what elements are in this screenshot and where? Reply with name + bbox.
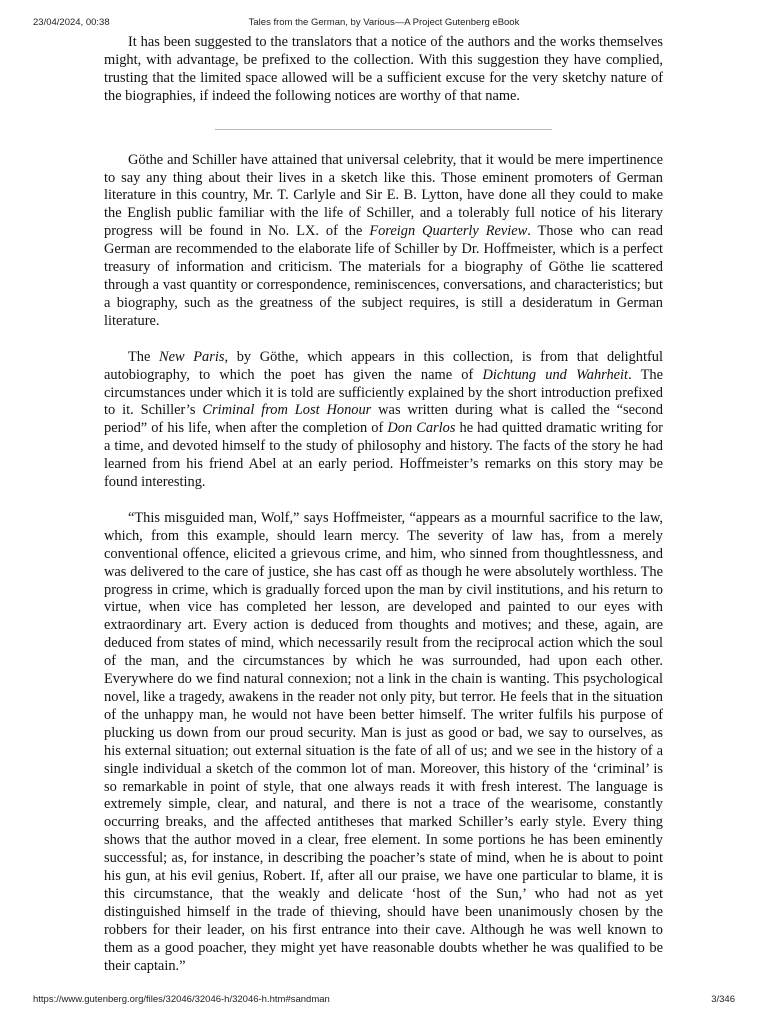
- print-header: [0, 17, 768, 31]
- intro-paragraph: It has been suggested to the translators that a notice of the authors and the works themselves might, with advantage, be prefixed to the collection. With this suggestion they have complied, trusting that the limited space allowed will be a sufficient excuse for the very sketchy nature of the biographies, if indeed the following notices are worthy of that name.: [104, 34, 663, 104]
- page-number: 3/346: [711, 994, 735, 1005]
- text-run: The: [128, 348, 160, 365]
- work-title: New Paris: [159, 348, 225, 365]
- print-datetime: 23/04/2024, 00:38: [33, 17, 110, 28]
- document-title: Tales from the German, by Various—A Project Gutenberg eBook: [248, 17, 520, 28]
- text-run: . Those who can read German are recommended to the elaborate life of Schiller by Dr. Hoffmeister, which is a perfect treasury of information and criticism. The materials for a biography of Göthe lie scattered through a vast quantity or correspondence, reminiscences, conversations, and characteristics; but a biography, such as the greatness of the subject requires, is still a desideratum in German literature.: [104, 223, 663, 329]
- periodical-title: Foreign Quarterly Review: [369, 223, 528, 240]
- paragraph-hoffmeister-quote: “This misguided man, Wolf,” says Hoffmeister, “appears as a mournful sacrifice to the law, which, from this example, should learn mercy. The severity of law has, from a merely conventional offence, elicited a grievous crime, and him, who sinned from thoughtlessness, and was delivered to the care of justice, she has cast off as though he were absolutely worthless. The progress in crime, which is gradually forced upon the man by civil institutions, and his return to virtue, when vice has completed her lesson, are developed and painted to our eyes with extraordinary art. Every action is deduced from thoughts and motives; and these, again, are deduced from states of mind, which necessarily result from the reciprocal action which the soul of the man, and the circumstances by which he was surrounded, had upon each other. Everywhere do we find natural connexion; not a link in the chain is wanting. This psychological novel, like a tragedy, awakens in the reader not only pity, but terror. He feels that in the situation of the unhappy man, he would not have been better himself. The writer fulfils his purpose of plucking us down from our proud security. Man is just as good or bad, we say to ourselves, as his external situation; out external situation is the fate of all of us; and we see in the history of a single individual a sketch of the common lot of man. Moreover, this history of the ‘criminal’ is so remarkable in point of style, that one always reads it with fresh interest. The language is extremely simple, clear, and natural, and there is not a trace of the wearisome, constantly occurring breaks, and the affected antitheses that marked Schiller’s early style. Every thing shows that the author moved in a clear, free element. In some portions he has been eminently successful; as, for instance, in describing the poacher’s state of mind, when he is about to point his gun, at his evil genius, Robert. If, after all our praise, we have one particular to blame, it is this circumstance, that the weakly and delicate ‘host of the Sun,’ who had not as yet distinguished himself in the trade of thieving, should have been unanimously chosen by the robbers for their leader, on his first entrance into their cave. Although he was well known to them as a good poacher, they might yet have reasonable doubts whether he was qualified to be their captain.”: [104, 509, 663, 974]
- work-title: Dichtung und Wahrheit: [482, 366, 629, 383]
- paragraph-new-paris: [104, 349, 663, 492]
- text-run: he had quitted dramatic writing for a time, and devoted himself to the study of philosophy and history. The facts of the story he had learned from his friend Abel at an early period. Hoffmeister’s remarks on this story may be found interesting.: [104, 420, 663, 491]
- section-divider: [215, 129, 552, 130]
- text-run: was written during what is called the “second period” of his life, when after the completion of: [104, 402, 663, 437]
- work-title: Don Carlos: [387, 420, 456, 437]
- text-run: , by Göthe, which appears in this collection, is from that delightful autobiography, to which the poet has given the name of: [104, 348, 663, 383]
- paragraph-goethe-schiller: [104, 152, 663, 331]
- page-url: https://www.gutenberg.org/files/32046/32046-h/32046-h.htm#sandman: [33, 994, 330, 1005]
- print-footer: [0, 994, 768, 1008]
- page-content: [104, 34, 663, 976]
- work-title: Criminal from Lost Honour: [202, 402, 372, 419]
- text-run: Göthe and Schiller have attained that universal celebrity, that it would be mere impertinence to say any thing about their lives in a sketch like this. Those eminent promoters of German literature in this country, Mr. T. Carlyle and Sir E. B. Lytton, have done all they could to make the English public familiar with the life of Schiller, and a tolerably full notice of his literary progress will be found in No. LX. of the: [104, 151, 663, 240]
- text-run: . The circumstances under which it is told are sufficiently explained by the short introduction prefixed to it. Schiller’s: [104, 366, 663, 419]
